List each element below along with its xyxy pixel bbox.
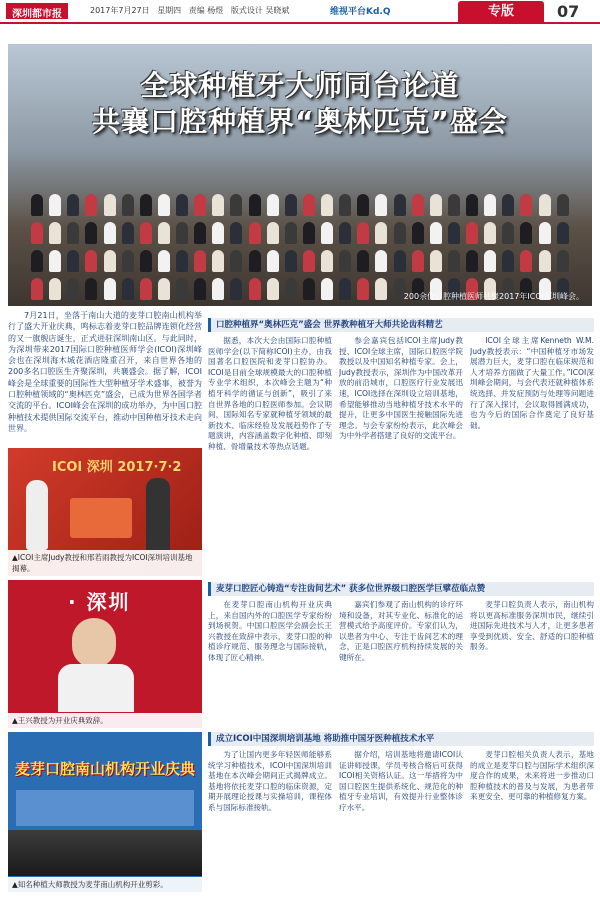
- crowd-person: [539, 222, 551, 244]
- crowd-person: [502, 222, 514, 244]
- section-tab: 专版: [458, 1, 544, 23]
- photo-unveiling: [8, 448, 202, 576]
- crowd-person: [484, 250, 496, 272]
- crowd-person: [285, 278, 297, 300]
- crowd-person: [394, 194, 406, 216]
- crowd-person: [539, 194, 551, 216]
- crowd-person: [176, 194, 188, 216]
- crowd-person: [357, 222, 369, 244]
- crowd-person: [303, 278, 315, 300]
- crowd-person: [122, 222, 134, 244]
- crowd-person: [158, 194, 170, 216]
- crowd-person: [104, 194, 116, 216]
- crowd-person: [212, 222, 224, 244]
- crowd-person: [267, 250, 279, 272]
- article-column: 在麦芽口腔南山机构开业庆典上，来自国内外的口腔医学专家纷纷到场祝贺。中国口腔医学会副会长王兴教授在致辞中表示，麦芽口腔的种植诊疗规范、服务理念与国际接轨，体现了匠心精神。: [208, 600, 332, 662]
- crowd-person: [176, 250, 188, 272]
- article-summit: [208, 318, 594, 576]
- article-heading: 麦芽口腔匠心铸造“专注齿间艺术” 获多位世界级口腔医学巨擘莅临点赞: [208, 582, 594, 596]
- crowd-person: [31, 194, 43, 216]
- crowd-person: [230, 250, 242, 272]
- crowd-person: [194, 222, 206, 244]
- crowd-person: [484, 194, 496, 216]
- crowd-person: [49, 278, 61, 300]
- crowd-person: [212, 278, 224, 300]
- article-column: 据介绍，培训基地将邀请ICOI认证讲师授课，学员考核合格后可获得ICOI相关资格认证。这一举措将为中国口腔医生提供系统化、规范化的种植牙专业培训，有效提升行业整体诊疗水平。: [339, 750, 463, 812]
- crowd-person: [339, 222, 351, 244]
- crowd-person: [466, 250, 478, 272]
- crowd-person: [448, 194, 460, 216]
- person-figure: [146, 478, 170, 552]
- crowd-person: [520, 250, 532, 272]
- crowd-person: [49, 194, 61, 216]
- crowd-person: [249, 250, 261, 272]
- photo-caption: ▲ICOI主席Judy教授和邢若雨教授为ICOI深圳培训基地揭幕。: [8, 550, 202, 576]
- photo-ribbon-cutting: [8, 732, 202, 892]
- photo-caption: ▲王兴教授为开业庆典致辞。: [8, 713, 202, 728]
- crowd-person: [502, 194, 514, 216]
- designer-credit: 版式设计 吴晓斌: [230, 6, 290, 15]
- article-columns: [208, 600, 594, 726]
- crowd-person: [357, 250, 369, 272]
- crowd-person: [31, 278, 43, 300]
- crowd-person: [339, 194, 351, 216]
- article-column: 参会嘉宾包括ICOI主席Judy教授、ICOI全球主席，国际口腔医学院教授以及中国知名种植专家。会上，Judy教授表示，深圳作为中国改革开放的前沿城市，口腔医疗行业发展迅速，ICOI选择在深圳设立培训基地，希望能够推动当地种植牙技术水平的提升，让更多中国医生接触国际先进理念。与会专家纷纷表示，此次峰会为中外学者搭建了良好的交流平台。: [339, 336, 463, 441]
- crowd-person: [394, 222, 406, 244]
- page-number: 07: [557, 2, 580, 21]
- article-column: 据悉，本次大会由国际口腔种植医师学会(以下简称ICOI)主办，由我国著名口腔医院和麦芽口腔协办。ICOI是目前全球规模最大的口腔种植专业学术组织，本次峰会主题为“种植牙科学的循证与创新”，吸引了来自世界各地的口腔医师参加。会议期间，国际知名专家就种植牙领域的最新技术、临床经验及发展趋势作了专题演讲，内容涵盖数字化种植、即刻种植、骨增量技术等热点话题。: [208, 336, 332, 451]
- crowd-person: [520, 222, 532, 244]
- crowd-person: [104, 222, 116, 244]
- crowd-person: [321, 278, 333, 300]
- stage-backdrop: [16, 790, 194, 826]
- header-meta: [90, 5, 294, 16]
- crowd-person: [357, 194, 369, 216]
- article-heading: 口腔种植界“奥林匹克”盛会 世界教种植牙大师共论齿科精艺: [208, 318, 594, 332]
- crowd-person: [466, 222, 478, 244]
- photo-speech: [8, 580, 202, 728]
- crowd-row: [28, 194, 572, 218]
- article-column: 为了让国内更多年轻医师能够系统学习种植技术，ICOI中国深圳培训基地在本次峰会期间正式揭牌成立。基地将依托麦芽口腔的临床资源，定期开展理论授课与实操培训，课程体系与国际标准接轨。: [208, 750, 332, 812]
- article-columns: [208, 336, 594, 574]
- crowd-person: [357, 278, 369, 300]
- audience-area: [8, 830, 202, 876]
- photo-caption: ▲知名种植大师教授为麦芽南山机构开业剪彩。: [8, 877, 202, 892]
- crowd-person: [249, 194, 261, 216]
- crowd-person: [412, 222, 424, 244]
- crowd-person: [321, 222, 333, 244]
- article-columns: [208, 750, 594, 894]
- crowd-person: [412, 250, 424, 272]
- crowd-person: [303, 222, 315, 244]
- crowd-person: [375, 222, 387, 244]
- crowd-row: [28, 250, 572, 274]
- article-column: ICOI全球主席Kenneth W.M. Judy教授表示：“中国种植牙市场发展潜力巨大，麦芽口腔在临床规范和人才培养方面做了大量工作。”ICOI深圳峰会期间，与会代表还就种植体系统选择、并发症预防与处理等问题进行了深入探讨，会议取得圆满成功，也为今后的国际合作奠定了良好基础。: [470, 336, 594, 430]
- crowd-person: [539, 250, 551, 272]
- crowd-person: [430, 250, 442, 272]
- issue-weekday: 星期四: [157, 6, 182, 15]
- crowd-row: [28, 222, 572, 246]
- crowd-person: [31, 250, 43, 272]
- crowd-person: [230, 194, 242, 216]
- crowd-person: [67, 250, 79, 272]
- crowd-person: [140, 278, 152, 300]
- intro-paragraph: 7月21日，坐落于南山大道的麦芽口腔南山机构举行了盛大开业庆典，鸣标志着麦芽口腔品牌连锁化经营的又一旗舰店诞生，正式进驻深圳南山区。与此同时，为深圳带来2017国际口腔种植医师学会(ICOI)深圳峰会也在深圳海木城花酒店隆重召开，来自世界各地的200多名口腔医生齐聚深圳，共襄盛会。据了解，ICOI峰会是全球重要的国际性大型种植牙学术盛事，被誉为口腔种植领域的“奥林匹克”盛会，已成为世界各国学者交流的平台。ICOI峰会在深圳的成功举办，为中国口腔种植技术提供国际交流平台，推动中国种植牙技术走向世界。: [8, 311, 202, 433]
- article-heading: 成立ICOI中国深圳培训基地 将助推中国牙医种植技术水平: [208, 732, 594, 746]
- crowd-person: [321, 194, 333, 216]
- article-training-base: [208, 732, 594, 894]
- crowd-person: [140, 250, 152, 272]
- crowd-person: [122, 194, 134, 216]
- crowd-person: [502, 250, 514, 272]
- group-photo-crowd: [28, 194, 572, 304]
- crowd-person: [212, 250, 224, 272]
- crowd-person: [67, 278, 79, 300]
- crowd-person: [122, 250, 134, 272]
- crowd-person: [194, 250, 206, 272]
- photo-banner-text: 麦芽口腔南山机构开业庆典: [14, 760, 195, 778]
- crowd-person: [158, 222, 170, 244]
- crowd-person: [448, 250, 460, 272]
- crowd-person: [194, 194, 206, 216]
- crowd-person: [176, 278, 188, 300]
- person-figure: [26, 480, 48, 550]
- crowd-person: [230, 222, 242, 244]
- crowd-person: [339, 278, 351, 300]
- crowd-person: [230, 278, 242, 300]
- crowd-person: [31, 222, 43, 244]
- crowd-person: [49, 222, 61, 244]
- crowd-person: [557, 222, 569, 244]
- crowd-person: [520, 194, 532, 216]
- crowd-person: [412, 194, 424, 216]
- headline-line-1: 全球种植牙大师同台论道: [140, 69, 460, 102]
- crowd-person: [85, 222, 97, 244]
- crowd-person: [104, 278, 116, 300]
- crowd-person: [285, 250, 297, 272]
- article-column: 嘉宾们参观了南山机构的诊疗环境和设备，对其专业化、标准化的运营模式给予高度评价。专家们认为，以患者为中心、专注于齿间艺术的理念，正是口腔医疗机构持续发展的关键所在。: [339, 600, 463, 662]
- crowd-person: [448, 222, 460, 244]
- training-base-plaque: [70, 498, 132, 538]
- crowd-person: [122, 278, 134, 300]
- crowd-person: [557, 194, 569, 216]
- crowd-person: [285, 222, 297, 244]
- article-column: 麦芽口腔相关负责人表示，基地的成立是麦芽口腔与国际学术组织深度合作的成果，未来将进一步推动口腔种植技术的普及与发展，为患者带来更安全、更可靠的种植修复方案。: [470, 750, 594, 802]
- crowd-person: [249, 278, 261, 300]
- crowd-person: [267, 278, 279, 300]
- crowd-person: [430, 222, 442, 244]
- issue-date: 2017年7月27日: [90, 6, 150, 15]
- crowd-person: [375, 194, 387, 216]
- crowd-person: [85, 250, 97, 272]
- crowd-person: [339, 250, 351, 272]
- headline-line-2: 共襄口腔种植界“奥林匹克”盛会: [92, 105, 508, 138]
- crowd-person: [557, 250, 569, 272]
- crowd-person: [176, 222, 188, 244]
- crowd-person: [104, 250, 116, 272]
- crowd-person: [285, 194, 297, 216]
- photo-banner-text: · 深圳: [68, 590, 131, 614]
- header-brand: 维视平台Kd.Q: [330, 7, 391, 17]
- speaker-body: [58, 664, 134, 712]
- crowd-person: [85, 194, 97, 216]
- crowd-person: [375, 278, 387, 300]
- crowd-person: [194, 278, 206, 300]
- crowd-person: [158, 278, 170, 300]
- photo-banner-text: ICOI 深圳 2017·7·2: [52, 460, 182, 475]
- crowd-person: [158, 250, 170, 272]
- crowd-person: [67, 222, 79, 244]
- crowd-person: [375, 250, 387, 272]
- crowd-person: [140, 194, 152, 216]
- crowd-person: [394, 250, 406, 272]
- speaker-head: [72, 618, 116, 668]
- hero-caption: 200余位口腔种植医师共聚2017年ICOI深圳峰会。: [403, 292, 584, 301]
- crowd-person: [67, 194, 79, 216]
- crowd-person: [430, 194, 442, 216]
- crowd-person: [267, 222, 279, 244]
- page-header: [0, 0, 600, 24]
- crowd-person: [267, 194, 279, 216]
- crowd-person: [303, 194, 315, 216]
- crowd-person: [303, 250, 315, 272]
- article-column: 麦芽口腔负责人表示，南山机构将以更高标准服务深圳市民，继续引进国际先进技术与人才，让更多患者享受到优质、安全、舒适的口腔种植服务。: [470, 600, 594, 652]
- crowd-person: [212, 194, 224, 216]
- crowd-person: [249, 222, 261, 244]
- masthead-logo: 深圳都市报: [6, 3, 68, 19]
- article-opening: [208, 582, 594, 728]
- crowd-person: [140, 222, 152, 244]
- editor-credit: 责编 杨煜: [188, 6, 224, 15]
- crowd-person: [85, 278, 97, 300]
- crowd-person: [484, 222, 496, 244]
- crowd-person: [49, 250, 61, 272]
- crowd-person: [466, 194, 478, 216]
- hero-photo: [8, 44, 592, 306]
- crowd-person: [321, 250, 333, 272]
